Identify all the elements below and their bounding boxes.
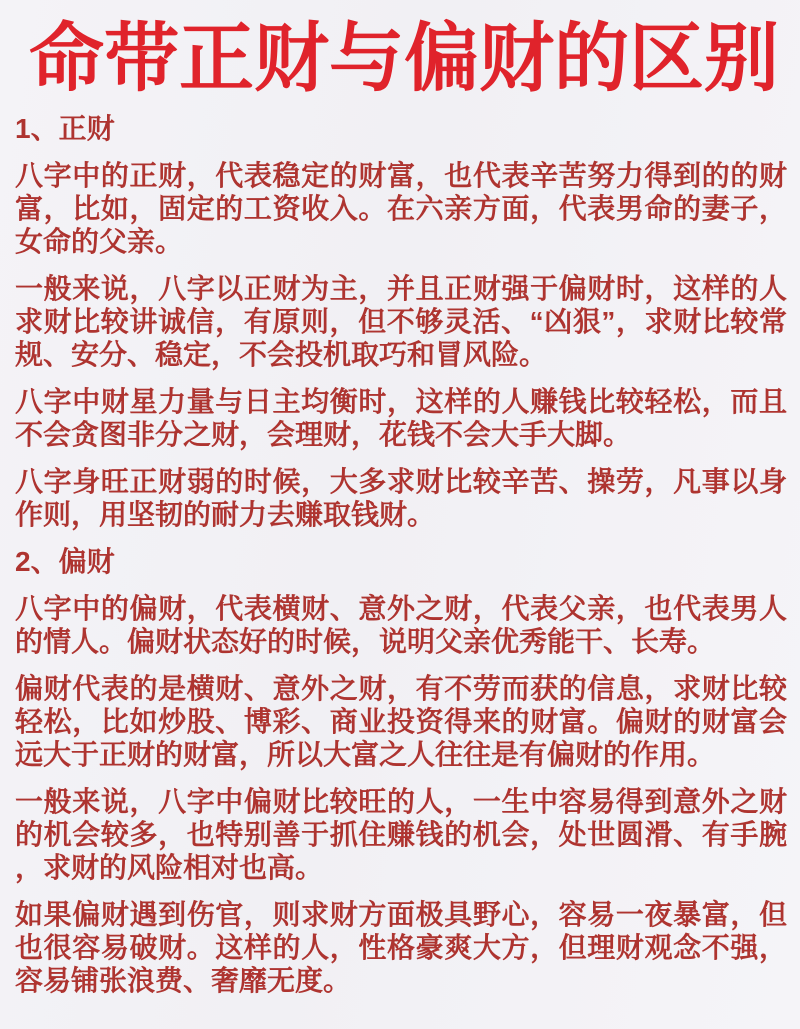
section-piancai <box>15 545 787 997</box>
section-heading-zhengcai: 1、正财 <box>15 113 115 144</box>
section-zhengcai <box>15 112 787 531</box>
paragraph: 八字中的正财，代表稳定的财富，也代表辛苦努力得到的的财富，比如，固定的工资收入。在六亲方面，代表男命的妻子，女命的父亲。 <box>15 160 787 257</box>
paragraph: 八字中财星力量与日主均衡时，这样的人赚钱比较轻松，而且不会贪图非分之财，会理财，花钱不会大手大脚。 <box>15 386 787 450</box>
paragraph: 偏财代表的是横财、意外之财，有不劳而获的信息，求财比较轻松，比如炒股、博彩、商业投资得来的财富。偏财的财富会远大于正财的财富，所以大富之人往往是有偏财的作用。 <box>15 673 787 770</box>
paragraph: 如果偏财遇到伤官，则求财方面极具野心，容易一夜暴富，但也很容易破财。这样的人，性格豪爽大方，但理财观念不强，容易铺张浪费、奢靡无度。 <box>15 899 787 996</box>
paragraph: 八字身旺正财弱的时候，大多求财比较辛苦、操劳，凡事以身作则，用坚韧的耐力去赚取钱财。 <box>15 466 787 530</box>
paragraph: 八字中的偏财，代表横财、意外之财，代表父亲，也代表男人的情人。偏财状态好的时候，说明父亲优秀能干、长寿。 <box>15 593 787 657</box>
page-title: 命带正财与偏财的区别 <box>28 16 779 100</box>
paragraph: 一般来说，八字中偏财比较旺的人，一生中容易得到意外之财的机会较多，也特别善于抓住赚钱的机会，处世圆滑、有手腕，求财的风险相对也高。 <box>15 786 787 883</box>
paragraph: 一般来说，八字以正财为主，并且正财强于偏财时，这样的人求财比较讲诚信，有原则，但不够灵活、“凶狠”，求财比较常规、安分、稳定，不会投机取巧和冒风险。 <box>15 273 787 370</box>
section-heading-piancai: 2、偏财 <box>15 546 115 577</box>
